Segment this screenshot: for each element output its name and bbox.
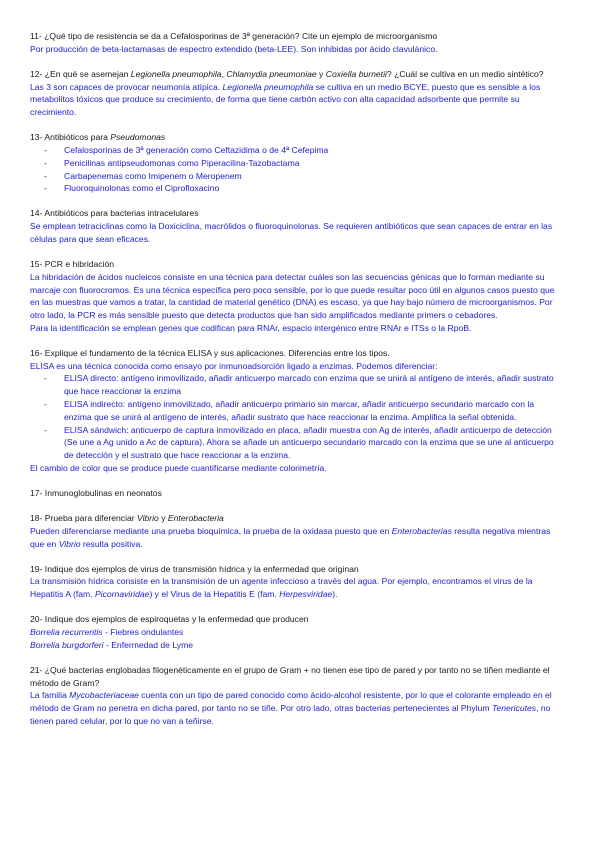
question-19 (30, 563, 560, 601)
list-item: - Carbapenemas como Imipenem o Meropenem (44, 170, 560, 183)
answer-text: La familia Mycobacteriaceae cuenta con un tipo de pared conocido como ácido-alcohol resistente, por lo que el colorante empleado en el método de Gram no penetra en dicha pared, por tanto no se tiñe. Por otro lado, otras bacterias pertenecientes al Phylum Tenericutes, no tienen pared celular, por lo que no van a teñirse. (30, 690, 552, 726)
list-item: - ELISA directo: antígeno inmovilizado, añadir anticuerpo marcado con enzima que se unirá al antígeno de interés, añadir sustrato que hace reaccionar la enzima (44, 372, 560, 398)
question-text: 18- Prueba para diferenciar Vibrio y Enterobacteria (30, 513, 224, 524)
answer-text: Las 3 son capaces de provocar neumonía atípica. Legionella pneumophila se cultiva en un medio BCYE, puesto que es sensible a los metabolitos tóxicos que produce su crecimiento, de forma que tiene carbón activo con alta capacidad adsorbente que permite su crecimiento. (30, 81, 541, 118)
question-text: 13- Antibióticos para Pseudomonas (30, 132, 166, 143)
answer-text: ELISA es una técnica conocida como ensayo por inmunoadsorción ligado a enzimas. Podemos diferenciar: (30, 360, 438, 371)
answer-list (30, 372, 560, 462)
answer-line: Borrelia burgdorferi - Enfermedad de Lyme (30, 639, 194, 650)
answer-text-secondary: Para la identificación se emplean genes que codifican para RNAr, espacio intergénico entre RNAr e ITSs o la RpoB. (30, 322, 472, 333)
question-14 (30, 207, 560, 245)
question-text: 21- ¿Qué bacterias englobadas filogenéticamente en el grupo de Gram + no tienen ese tipo de pared y por tanto no se tiñen mediante el método de Gram? (30, 664, 550, 688)
question-17 (30, 487, 560, 500)
question-11 (30, 30, 560, 56)
answer-list (30, 144, 560, 195)
list-item: - Penicilinas antipseudomonas como Piperacilina-Tazobactama (44, 157, 560, 170)
question-text: 11- ¿Qué tipo de resistencia se da a Cefalosporinas de 3ª generación? Cite un ejemplo de microorganismo (30, 31, 438, 41)
list-item: - Fluoroquinolonas como el Ciprofloxacino (44, 182, 560, 195)
question-20 (30, 613, 560, 651)
question-text: 15- PCR e hibridación (30, 258, 115, 269)
question-18 (30, 512, 560, 550)
answer-text: Por producción de beta-lactamasas de espectro extendido (beta-LEE). Son inhibidas por ácido clavulánico. (30, 43, 438, 54)
list-item: - Cefalosporinas de 3ª generación como Ceftazidima o de 4ª Cefepima (44, 144, 560, 157)
list-item: - ELISA sándwich: anticuerpo de captura inmovilizado en placa, añadir muestra con Ag de interés, añadir anticuerpo de detección (Se une a Ag unido a Ac de captura). Ahora se añade un anticuerpo secundario marcado con la enzima que se une al anticuerpo de detección y el sustrato que hace reaccionar a la enzima. (44, 424, 560, 462)
question-text: 20- Indique dos ejemplos de espiroquetas y la enfermedad que producen (30, 614, 309, 625)
question-15 (30, 258, 560, 335)
question-text: 14- Antibióticos para bacterias intracelulares (30, 208, 199, 219)
answer-text: Pueden diferenciarse mediante una prueba bioquímica, la prueba de la oxidasa puesto que en Enterobacterias resulta negativa mientras que en Vibrio resulta positiva. (30, 525, 551, 549)
answer-line: Borrelia recurrentis - Fiebres ondulantes (30, 626, 184, 637)
question-16 (30, 347, 560, 475)
question-12 (30, 68, 560, 119)
question-text: 16- Explique el fundamento de la técnica ELISA y sus aplicaciones. Diferencias entre los tipos. (30, 347, 390, 358)
answer-footer: El cambio de color que se produce puede cuantificarse mediante colorimetría. (30, 463, 327, 474)
list-item: - ELISA indirecto: antígeno inmovilizado, añadir anticuerpo primario sin marcar, añadir anticuerpo secundario marcado con la enzima que se unirá al antígeno de interés, añadir sustrato que hace reaccionar la enzima. Amplifica la señal obtenida. (44, 398, 560, 424)
question-text: 12- ¿En qué se asemejan Legionella pneumophila, Chlamydia pneumoniae y Coxiella burnetii? ¿Cuál se cultiva en un medio sintético? (30, 68, 544, 79)
answer-text: Se emplean tetraciclinas como la Doxiciclina, macrólidos o fluoroquinolonas. Se requieren antibióticos que sean capaces de entrar en las células para que sean eficaces. (30, 221, 553, 244)
answer-text: La hibridación de ácidos nucleicos consiste en una técnica para detectar cuáles son las secuencias génicas que lo forman mediante su marcaje con fluorocromos. Es una técnica específica pero poco sensible, por lo que puede resultar poco útil en algunos casos puesto que en las muestras que vamos a tratar, la cantidad de material genético (DNA) es escaso, ya que hay bajo número de microorganismos. Por otro lado, la PCR es más sensible puesto que detecta productos que han sido amplificados mediante primers o cebadores. (30, 271, 555, 321)
answer-text: La transmisión hídrica consiste en la transmisión de un agente infeccioso a través del agua. Por ejemplo, encontramos el virus de la Hepatitis A (fam. Picornaviridae) y el Virus de la Hepatitis E (fam. Herpesviridae). (30, 576, 533, 600)
question-text: 17- Inmunoglobulinas en neonatos (30, 488, 162, 499)
question-13 (30, 131, 560, 195)
question-21 (30, 664, 560, 728)
question-text: 19- Indique dos ejemplos de virus de transmisión hídrica y la enfermedad que originan (30, 563, 359, 574)
